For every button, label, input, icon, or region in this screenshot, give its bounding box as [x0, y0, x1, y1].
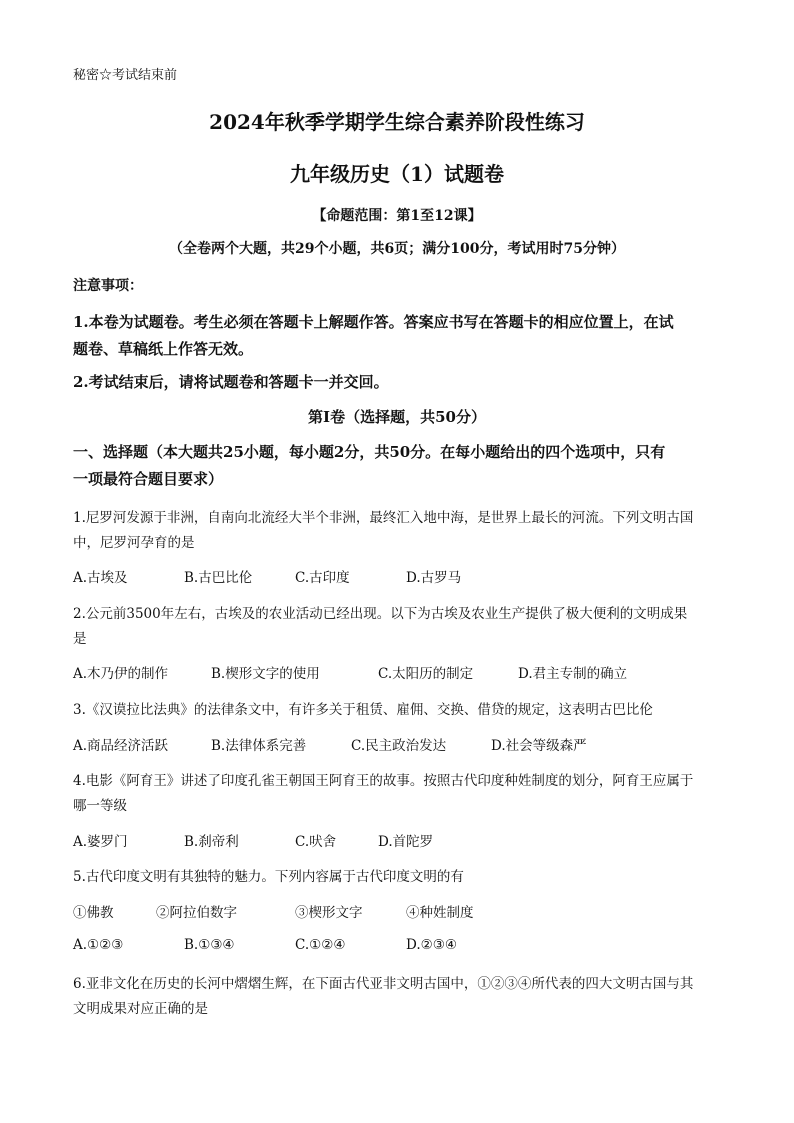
- question-2-stem-line-2: 是: [73, 631, 87, 647]
- option-a: A.婆罗门: [73, 834, 128, 850]
- question-4-stem-line-1: 4.电影《阿育王》讲述了印度孔雀王朝国王阿育王的故事。按照古代印度种姓制度的划分，阿育王应属于: [73, 773, 694, 789]
- option-b: B.楔形文字的使用: [211, 666, 320, 682]
- question-6-stem-line-1: 6.亚非文化在历史的长河中熠熠生辉，在下面古代亚非文明古国中，①②③④所代表的四大文明古国与其: [73, 976, 694, 992]
- question-6-stem-line-2: 文明成果对应正确的是: [73, 1001, 208, 1017]
- option-c: C.民主政治发达: [351, 738, 447, 754]
- item-3: ③楔形文字: [295, 905, 363, 921]
- notice-item-2: 2.考试结束后，请将试题卷和答题卡一并交回。: [73, 373, 389, 391]
- question-1-stem-line-2: 中，尼罗河孕育的是: [73, 535, 195, 551]
- question-3-stem: 3.《汉谟拉比法典》的法律条文中，有许多关于租赁、雇佣、交换、借贷的规定，这表明古巴比伦: [73, 702, 653, 718]
- option-a: A.木乃伊的制作: [73, 666, 169, 682]
- question-2-stem-line-1: 2.公元前3500年左右，古埃及的农业活动已经出现。以下为古埃及农业生产提供了极大便利的文明成果: [73, 606, 688, 622]
- option-c: C.①②④: [295, 937, 346, 953]
- confidential-label: 秘密☆考试结束前: [73, 68, 178, 83]
- option-b: B.①③④: [184, 937, 235, 953]
- option-a: A.古埃及: [73, 570, 128, 586]
- exam-info: （全卷两个大题，共29个小题，共6页；满分100分，考试用时75分钟）: [169, 241, 625, 257]
- question-1-stem-line-1: 1.尼罗河发源于非洲，自南向北流经大半个非洲，最终汇入地中海，是世界上最长的河流。下列文明古国: [73, 510, 694, 526]
- option-b: B.法律体系完善: [211, 738, 307, 754]
- notice-item-1-line-1: 1.本卷为试题卷。考生必须在答题卡上解题作答。答案应书写在答题卡的相应位置上，在试: [73, 313, 674, 331]
- section-1-heading-line-2: 一项最符合题目要求）: [73, 470, 224, 488]
- option-d: D.古罗马: [406, 570, 462, 586]
- exam-scope: 【命题范围：第1至12课】: [312, 208, 482, 224]
- section-1-heading-line-1: 一、选择题（本大题共25小题，每小题2分，共50分。在每小题给出的四个选项中，只有: [73, 443, 666, 461]
- option-c: C.太阳历的制定: [378, 666, 474, 682]
- question-4-stem-line-2: 哪一等级: [73, 798, 127, 814]
- option-a: A.商品经济活跃: [73, 738, 169, 754]
- exam-subtitle: 九年级历史（1）试题卷: [290, 162, 504, 186]
- notice-item-1-line-2: 题卷、草稿纸上作答无效。: [73, 340, 254, 358]
- option-b: B.古巴比伦: [184, 570, 253, 586]
- item-2: ②阿拉伯数字: [156, 905, 237, 921]
- option-d: D.首陀罗: [378, 834, 434, 850]
- option-d: D.②③④: [406, 937, 457, 953]
- option-a: A.①②③: [73, 937, 124, 953]
- exam-title: 2024年秋季学期学生综合素养阶段性练习: [209, 110, 585, 134]
- item-4: ④种姓制度: [406, 905, 474, 921]
- part-1-title: 第Ⅰ卷（选择题，共50分）: [308, 408, 486, 426]
- option-c: C.吠舍: [295, 834, 337, 850]
- option-d: D.君主专制的确立: [518, 666, 628, 682]
- question-5-stem: 5.古代印度文明有其独特的魅力。下列内容属于古代印度文明的有: [73, 869, 464, 885]
- notice-heading: 注意事项：: [73, 278, 143, 294]
- item-1: ①佛教: [73, 905, 114, 921]
- option-c: C.古印度: [295, 570, 350, 586]
- option-d: D.社会等级森严: [491, 738, 587, 754]
- option-b: B.刹帝利: [184, 834, 239, 850]
